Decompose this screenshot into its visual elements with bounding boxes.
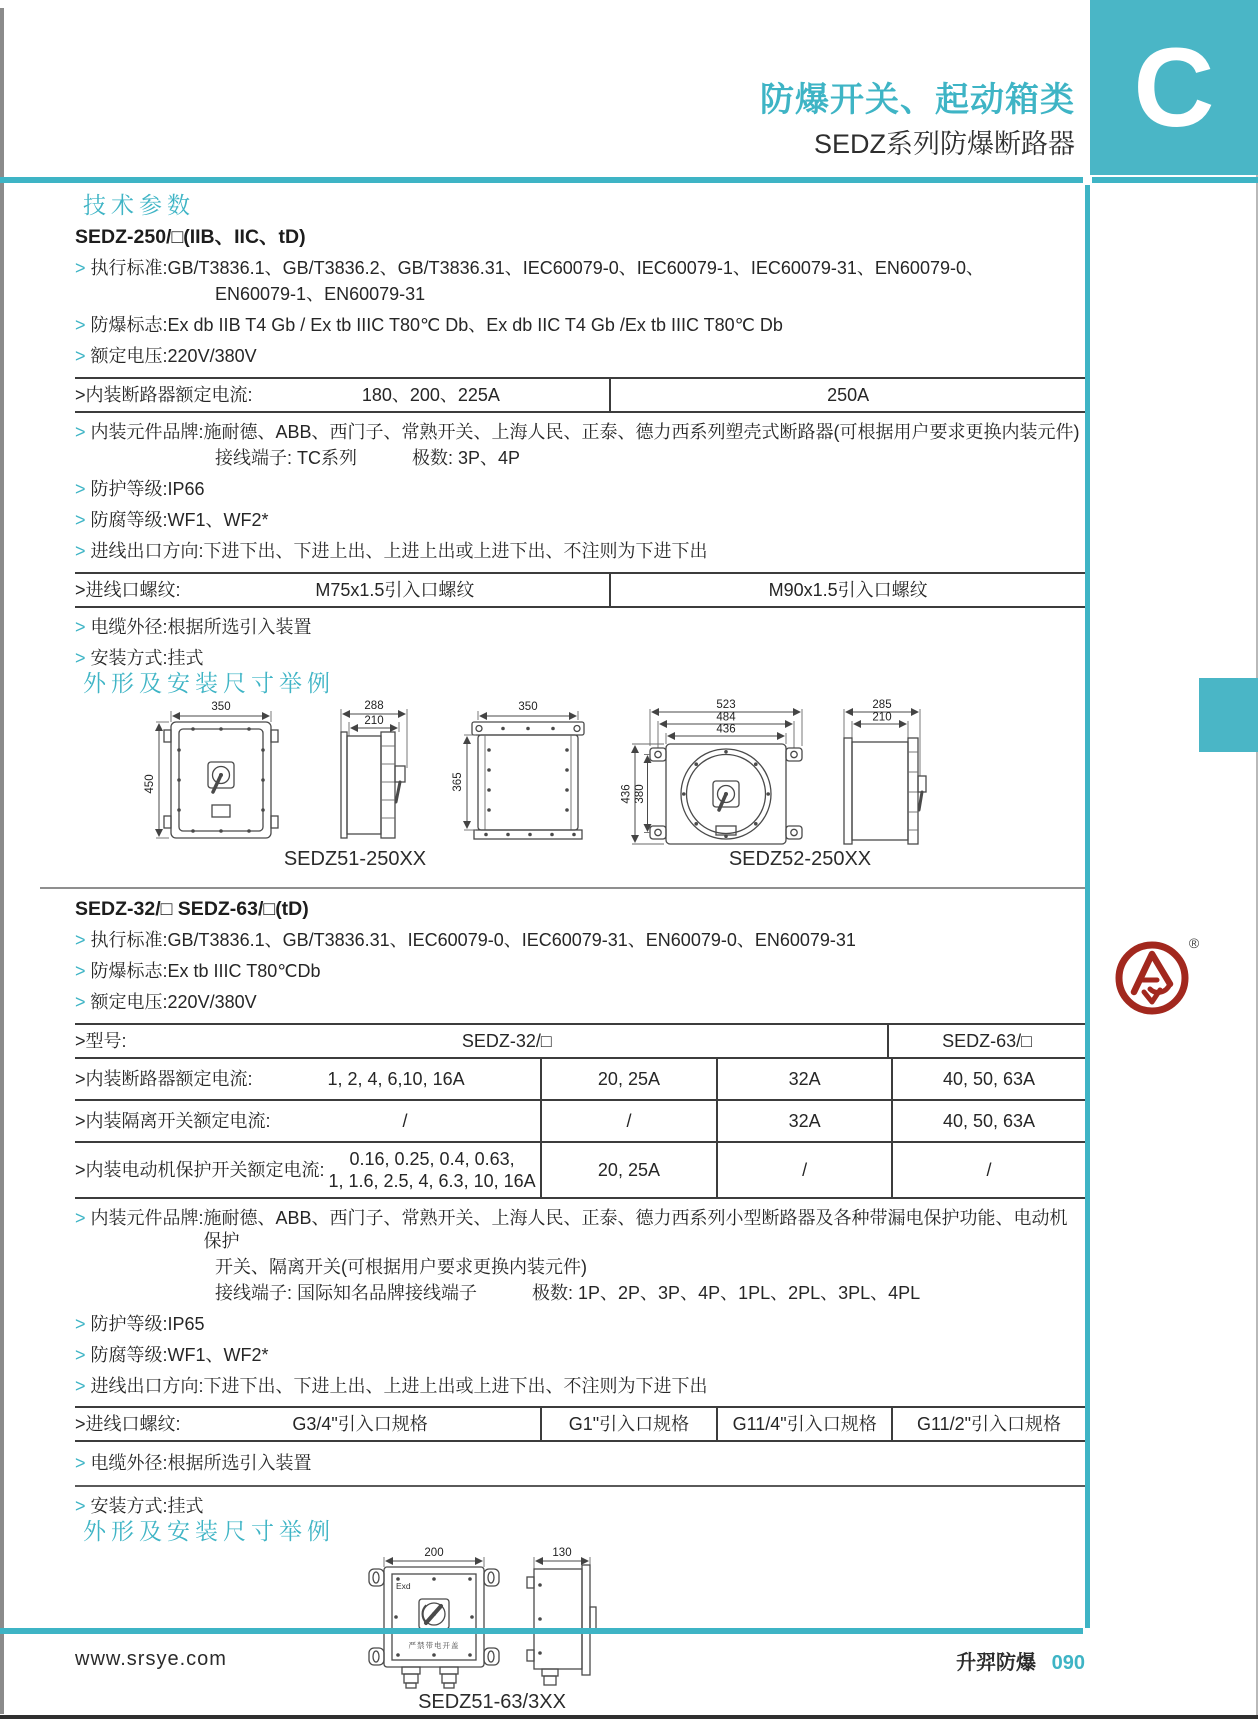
dim-hole-width: 484 bbox=[716, 711, 736, 724]
drawing2-label: SEDZ52-250XX bbox=[728, 848, 872, 870]
dim-back-height: 365 bbox=[452, 772, 464, 792]
bullet-icon: > bbox=[75, 1110, 86, 1131]
spec-label: 内装元件品牌: bbox=[90, 422, 204, 442]
spec-label: 进线出口方向: bbox=[90, 541, 204, 561]
spec-label: 安装方式: bbox=[90, 1496, 168, 1516]
breaker-current-cell-1 bbox=[75, 379, 609, 411]
cell-value: G11/2"引入口规格 bbox=[891, 1408, 1085, 1440]
dim-hole-height: 380 bbox=[634, 784, 646, 804]
spec-voltage bbox=[75, 345, 1085, 368]
cell-value: 32A bbox=[716, 1059, 891, 1099]
cell-value: 40, 50, 63A bbox=[891, 1059, 1085, 1099]
sedz52-250-drawing bbox=[620, 698, 950, 850]
back-view-sedz51 bbox=[452, 701, 584, 839]
row-label: 进线口螺纹: bbox=[85, 579, 181, 600]
dim-side-total: 288 bbox=[364, 700, 384, 712]
section-separator bbox=[40, 887, 1085, 889]
spec-label: 执行标准: bbox=[90, 258, 168, 278]
spec-value: 挂式 bbox=[167, 648, 204, 668]
spec-label: 电缆外径: bbox=[90, 617, 168, 637]
bullet-icon: > bbox=[75, 579, 86, 600]
spec-label: 内装元件品牌: bbox=[90, 1208, 204, 1228]
footer-brand: 升羿防爆 bbox=[956, 1652, 1037, 1674]
bullet-icon: > bbox=[75, 510, 86, 530]
registered-trademark-icon: ® bbox=[1188, 935, 1200, 951]
bullet-icon: > bbox=[75, 617, 86, 637]
spec-label: 额定电压: bbox=[90, 992, 168, 1012]
section1-heading: 技术参数 bbox=[83, 192, 195, 218]
page-title: 防爆开关、起动箱类 bbox=[760, 81, 1075, 119]
spec-protection bbox=[75, 478, 1085, 501]
footer-page-number: 090 bbox=[1051, 1652, 1085, 1674]
dim-outer-width: 523 bbox=[716, 699, 736, 711]
label-cell bbox=[75, 1101, 540, 1141]
spec-brands-2-cont2 bbox=[75, 1282, 1085, 1305]
model-table-row-isolator bbox=[75, 1101, 1085, 1143]
spec-label: 防护等级: bbox=[90, 479, 168, 499]
dimension-drawings-1 bbox=[75, 698, 1085, 874]
spec-value: 根据所选引入装置 bbox=[167, 1453, 312, 1473]
spec-value: Ex tb IIIC T80℃Db bbox=[167, 961, 321, 981]
sedz51-250-drawing bbox=[123, 698, 623, 850]
spec-ex-mark bbox=[75, 314, 1085, 337]
bullet-icon: > bbox=[75, 648, 86, 668]
spec-wiring-direction bbox=[75, 540, 1085, 563]
bullet-icon: > bbox=[75, 1314, 86, 1334]
row-label: 内装电动机保护开关额定电流: bbox=[85, 1159, 325, 1180]
dim-front-width: 350 bbox=[211, 701, 231, 713]
header-rule-left bbox=[0, 177, 1083, 183]
section1-dims-heading: 外形及安装尺寸举例 bbox=[83, 670, 335, 696]
footer-right bbox=[0, 1646, 1085, 1675]
spec-label: 防爆标志: bbox=[90, 315, 168, 335]
cell-value bbox=[325, 1148, 540, 1192]
exd-marking: Exd bbox=[396, 1581, 411, 1591]
section1-model-title: SEDZ-250/□(IIB、IIC、tD) bbox=[75, 226, 306, 248]
row-label: 内装断路器额定电流: bbox=[85, 384, 253, 405]
model-table bbox=[75, 1023, 1085, 1199]
spec-value: 挂式 bbox=[167, 1496, 204, 1516]
spec-label: 执行标准: bbox=[90, 930, 168, 950]
model-32: SEDZ-32/□ bbox=[461, 1030, 552, 1051]
spec-standards-cont: EN60079-1、EN60079-31 bbox=[215, 284, 426, 304]
terminal-info: 接线端子: TC系列 bbox=[215, 448, 357, 468]
spec-label: 额定电压: bbox=[90, 346, 168, 366]
page-left-border bbox=[0, 8, 4, 1714]
section2-dims-heading: 外形及安装尺寸举例 bbox=[83, 1518, 335, 1544]
main-content bbox=[75, 192, 1085, 1715]
poles-info: 极数: 3P、4P bbox=[412, 448, 521, 468]
row-value: M75x1.5引入口螺纹 bbox=[315, 579, 475, 600]
dim-front-height: 450 bbox=[144, 774, 156, 794]
section-letter-badge: C bbox=[1090, 0, 1258, 175]
front-view-sedz51 bbox=[144, 701, 278, 838]
dim-side-depth: 210 bbox=[872, 711, 892, 724]
footer-website: www.srsye.com bbox=[75, 1648, 227, 1670]
spec-value: Ex db IIB T4 Gb / Ex tb IIIC T80℃ Db、Ex db IIC T4 Gb /Ex tb IIIC T80℃ Db bbox=[167, 315, 783, 335]
bullet-icon: > bbox=[75, 1345, 86, 1365]
bullet-icon: > bbox=[75, 1208, 86, 1228]
spec-cable-2 bbox=[75, 1452, 1085, 1475]
spec-value: IP66 bbox=[167, 479, 205, 499]
spec-value: 220V/380V bbox=[167, 346, 257, 366]
model-cell bbox=[75, 1025, 887, 1057]
footer-rule bbox=[0, 1628, 1083, 1634]
cell-value-line2: 1, 1.6, 2.5, 4, 6.3, 10, 16A bbox=[328, 1171, 536, 1191]
spec-value: IP65 bbox=[167, 1314, 205, 1334]
front-view-sedz52 bbox=[621, 699, 803, 844]
bullet-icon: > bbox=[75, 1453, 86, 1473]
thread-row bbox=[75, 572, 1085, 608]
page-subtitle: SEDZ系列防爆断路器 bbox=[813, 129, 1075, 159]
cell-value: / bbox=[402, 1110, 408, 1131]
spec-mounting bbox=[75, 647, 1085, 670]
cell-value: / bbox=[891, 1143, 1085, 1197]
dim-back-width: 350 bbox=[518, 701, 538, 713]
spec-mounting-2 bbox=[75, 1495, 1085, 1518]
bullet-icon: > bbox=[75, 1030, 86, 1051]
poles-info: 极数: 1P、2P、3P、4P、1PL、2PL、3PL、4PL bbox=[532, 1283, 921, 1303]
row-label: 进线口螺纹: bbox=[85, 1413, 181, 1434]
breaker-current-row bbox=[75, 377, 1085, 413]
spec-brands-cont bbox=[75, 447, 1085, 470]
cell-value: 1, 2, 4, 6,10, 16A bbox=[327, 1068, 465, 1089]
spec-value: 根据所选引入装置 bbox=[167, 617, 312, 637]
dim-box-height: 436 bbox=[620, 784, 633, 804]
label-cell bbox=[75, 1408, 540, 1440]
spec-label: 防护等级: bbox=[90, 1314, 168, 1334]
spec-value: WF1、WF2* bbox=[167, 510, 269, 530]
model-63: SEDZ-63/□ bbox=[887, 1025, 1085, 1057]
breaker-current-cell-2: 250A bbox=[609, 379, 1085, 411]
cell-value: / bbox=[716, 1143, 891, 1197]
thread-cell-2: M90x1.5引入口螺纹 bbox=[609, 574, 1085, 606]
cell-value: G1"引入口规格 bbox=[540, 1408, 717, 1440]
model-table-row-model bbox=[75, 1025, 1085, 1059]
dim-side-depth: 130 bbox=[552, 1547, 572, 1559]
company-logo-mark bbox=[1106, 932, 1210, 1024]
spec-label: 防腐等级: bbox=[90, 510, 168, 530]
side-view-sedz51 bbox=[341, 700, 407, 838]
terminal-info: 接线端子: 国际知名品牌接线端子 bbox=[215, 1283, 478, 1303]
spec-corrosion-2 bbox=[75, 1344, 1085, 1367]
page-bottom-border bbox=[0, 1715, 1258, 1719]
cell-value: 40, 50, 63A bbox=[891, 1101, 1085, 1141]
label-cell bbox=[75, 1059, 540, 1099]
spec-protection-2 bbox=[75, 1313, 1085, 1336]
spec-corrosion bbox=[75, 509, 1085, 532]
spec-value: 下进下出、下进上出、上进上出或上进下出、不注则为下进下出 bbox=[203, 541, 708, 561]
bullet-icon: > bbox=[75, 1159, 86, 1180]
spec-brands-2-cont1: 开关、隔离开关(可根据用户要求更换内装元件) bbox=[215, 1257, 587, 1277]
drawing1-label: SEDZ51-250XX bbox=[283, 848, 427, 870]
dim-side-depth: 210 bbox=[364, 715, 384, 727]
bullet-icon: > bbox=[75, 1068, 86, 1089]
bullet-icon: > bbox=[75, 1376, 86, 1396]
spec-standards-2 bbox=[75, 929, 1085, 952]
cell-value-line1: 0.16, 0.25, 0.4, 0.63, bbox=[349, 1149, 515, 1169]
bullet-icon: > bbox=[75, 961, 86, 981]
spec-value: 下进下出、下进上出、上进上出或上进下出、不注则为下进下出 bbox=[203, 1376, 708, 1396]
model-table-row-breaker bbox=[75, 1059, 1085, 1101]
row-label: 内装隔离开关额定电流: bbox=[85, 1110, 271, 1131]
side-view-sedz52 bbox=[844, 699, 926, 844]
header-rule-right bbox=[1092, 177, 1258, 183]
spec-brands bbox=[75, 421, 1085, 444]
dim-front-width: 200 bbox=[424, 1547, 444, 1559]
spec-value: GB/T3836.1、GB/T3836.2、GB/T3836.31、IEC60079-0、IEC60079-1、IEC60079-31、EN60079-0、 bbox=[167, 258, 984, 278]
spec-value: 220V/380V bbox=[167, 992, 257, 1012]
label-cell bbox=[75, 1143, 540, 1197]
bullet-icon: > bbox=[75, 1496, 86, 1516]
spec-brands-2 bbox=[75, 1207, 1085, 1253]
drawing3-label: SEDZ51-63/3XX bbox=[418, 1691, 566, 1713]
row-label: 内装断路器额定电流: bbox=[85, 1068, 253, 1089]
model-table-row-motor-protect bbox=[75, 1143, 1085, 1199]
cable-row-2 bbox=[75, 1442, 1085, 1487]
spec-value: GB/T3836.1、GB/T3836.31、IEC60079-0、IEC60079-31、EN60079-0、EN60079-31 bbox=[167, 930, 856, 950]
section2-model-title: SEDZ-32/□ SEDZ-63/□(tD) bbox=[75, 898, 309, 920]
spec-cable bbox=[75, 616, 1085, 639]
spec-label: 进线出口方向: bbox=[90, 1376, 204, 1396]
warning-text: 严禁带电开盖 bbox=[408, 1641, 460, 1650]
cell-value: 20, 25A bbox=[540, 1059, 717, 1099]
cell-value: G3/4"引入口规格 bbox=[292, 1413, 428, 1434]
row-label: 型号: bbox=[85, 1030, 127, 1051]
vertical-divider bbox=[1085, 185, 1090, 1628]
bullet-icon: > bbox=[75, 315, 86, 335]
company-logo bbox=[1106, 932, 1210, 1029]
bullet-icon: > bbox=[75, 1413, 86, 1434]
spec-label: 电缆外径: bbox=[90, 1453, 168, 1473]
bullet-icon: > bbox=[75, 930, 86, 950]
spec-ex-mark-2 bbox=[75, 960, 1085, 983]
dim-box-width: 436 bbox=[716, 723, 736, 736]
spec-value: 施耐德、ABB、西门子、常熟开关、上海人民、正泰、德力西系列小型断路器及各种带漏电保护功能、电动机保护 bbox=[203, 1208, 1068, 1251]
side-index-tab bbox=[1199, 678, 1258, 752]
cell-value: 20, 25A bbox=[540, 1143, 717, 1197]
spec-value: 施耐德、ABB、西门子、常熟开关、上海人民、正泰、德力西系列塑壳式断路器(可根据用户要求更换内装元件) bbox=[203, 422, 1080, 442]
bullet-icon: > bbox=[75, 479, 86, 499]
bullet-icon: > bbox=[75, 346, 86, 366]
spec-label: 防爆标志: bbox=[90, 961, 168, 981]
spec-voltage-2 bbox=[75, 991, 1085, 1014]
bullet-icon: > bbox=[75, 992, 86, 1012]
bullet-icon: > bbox=[75, 258, 86, 278]
cell-value: G11/4"引入口规格 bbox=[716, 1408, 891, 1440]
spec-label: 防腐等级: bbox=[90, 1345, 168, 1365]
cell-value: / bbox=[540, 1101, 717, 1141]
spec-wiring-direction-2 bbox=[75, 1375, 1085, 1398]
dim-side-total: 285 bbox=[872, 699, 892, 711]
bullet-icon: > bbox=[75, 384, 86, 405]
spec-value: WF1、WF2* bbox=[167, 1345, 269, 1365]
spec-standards bbox=[75, 257, 1085, 280]
thread-row-2 bbox=[75, 1406, 1085, 1442]
row-value: 180、200、225A bbox=[361, 384, 500, 405]
cell-value: 32A bbox=[716, 1101, 891, 1141]
bullet-icon: > bbox=[75, 422, 86, 442]
spec-label: 安装方式: bbox=[90, 648, 168, 668]
bullet-icon: > bbox=[75, 541, 86, 561]
thread-cell-1 bbox=[75, 574, 609, 606]
